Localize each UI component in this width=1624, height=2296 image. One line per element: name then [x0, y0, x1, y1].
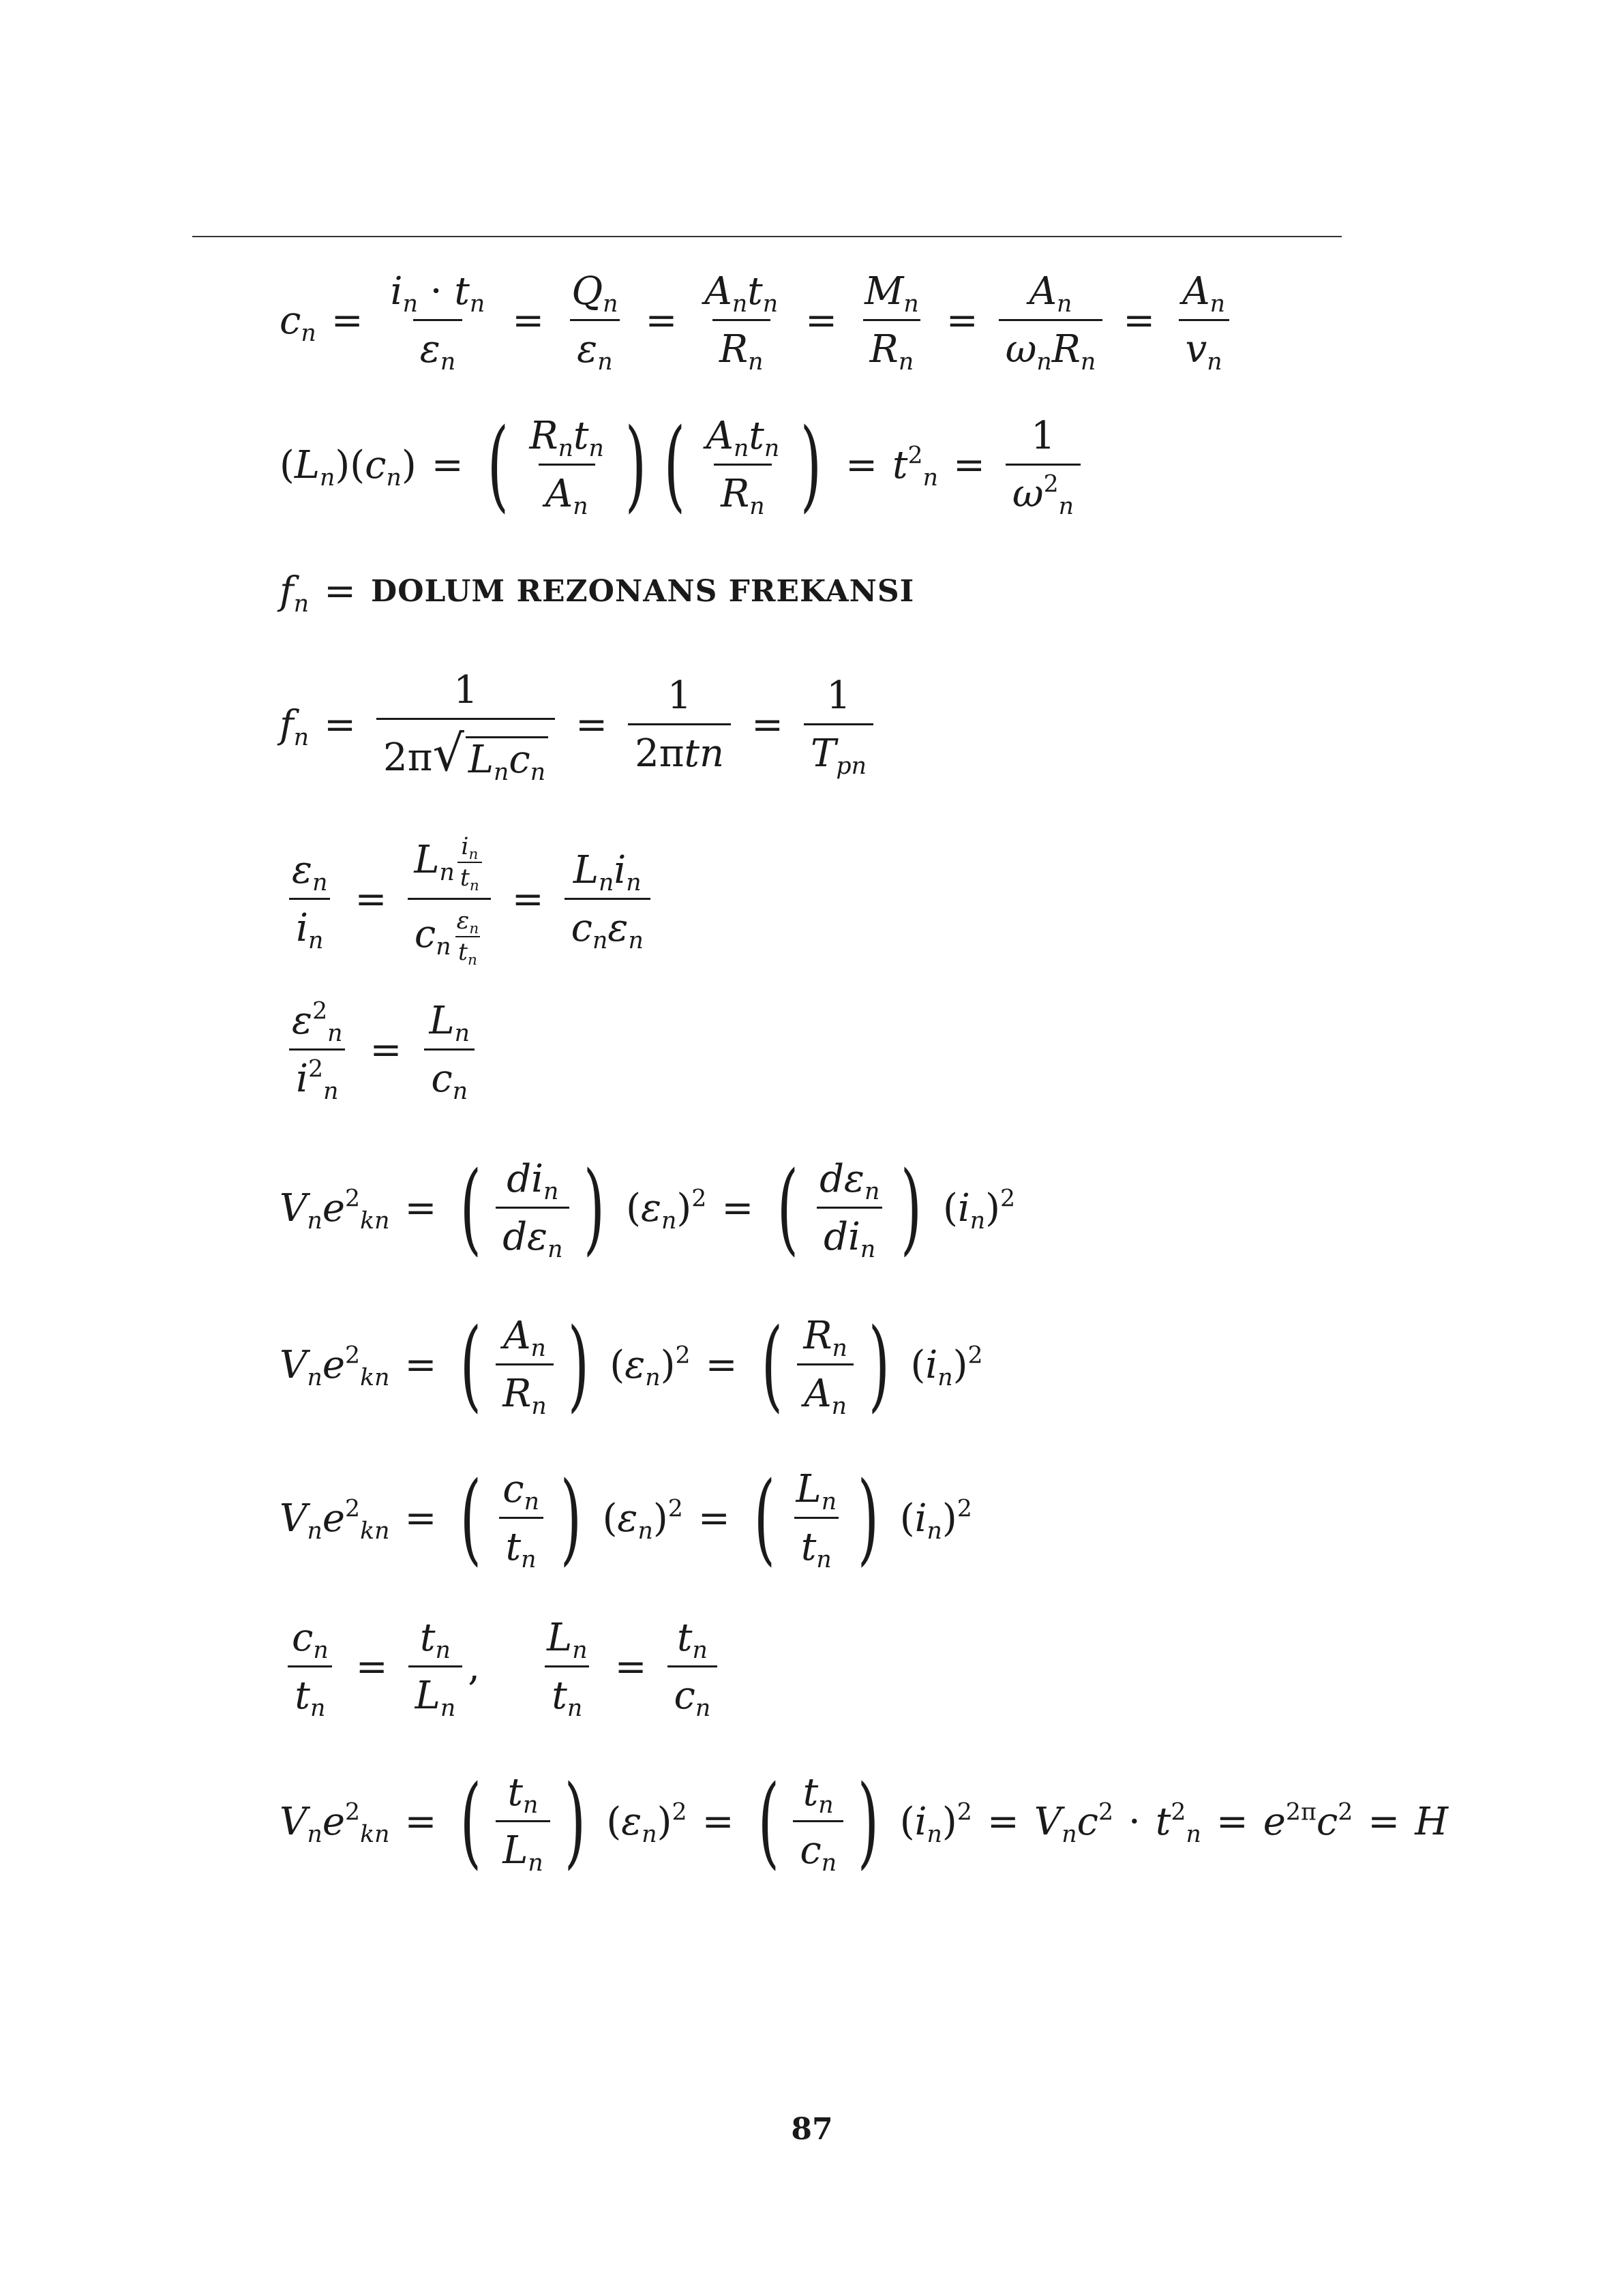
header-rule: [192, 236, 1342, 237]
equation-fn-resonance: $f_n$ = 1 2π √ $L_nc_n$ = $\frac{1}{\text{2πtn}}$ = $\frac{1}{T_{pn}}$: [280, 671, 879, 779]
heading-text: DOLUM REZONANS FREKANSI: [371, 574, 915, 609]
equation-cn-tn-ratios: $\frac{c_n}{t_n}$ = $\frac{t_n}{L_n}$ , $\frac{L_n}{t_n}$ = $\frac{t_n}{c_n}$: [280, 1619, 723, 1715]
equation-cn-definition: $c_n$ = $\frac{i_n \cdot t_n}{\varepsilon_n}$ = $\frac{Q_n}{\varepsilon_n}$ = $\frac{A_nt_n}{R_n}$ = $\frac{M_n}{R_n}$ = $\frac{A_n}{\omega_nR_n}$ = $\frac{A_n}{v_n}$: [280, 273, 1237, 369]
equation-ln-cn-product: ( $L_n$ )( $c_n$ ) = ( $\frac{R_nt_n}{A_n}$ ) ( $\frac{A_nt_n}{R_n}$ ) = $t^2_n$ = $\frac{1}{\omega^2_n}$: [280, 416, 1086, 515]
heading-fn: $f_n$ = DOLUM REZONANS FREKANSI: [280, 569, 915, 618]
equation-eps-over-i: $\frac{\varepsilon_n}{i_n}$ = $L_n$ $\frac{i_n}{t_n}$ $c_n$ $\frac{\varepsilon_n}{t_n}$ = $\frac{L_ni_n}{c_n\varepsilon_n}$: [280, 835, 656, 965]
equation-eps2-over-i2: $\frac{\varepsilon^2_n}{i^2_n}$ = $\frac{L_n}{c_n}$: [280, 1002, 482, 1098]
page-number: 87: [791, 2112, 833, 2147]
equation-vn-final: $V_ne^2_{kn}$ = ( $\frac{t_n}{L_n}$ ) ( $\varepsilon_n$ )$^2$ = ( $\frac{t_n}{c_n}$ ) ( $i_n$ )$^2$ = $V_nc^2$ · $t^2_n$ = $e^{2\pi}c^2$ = H: [280, 1764, 1449, 1879]
equation-vn-a-r: $V_ne^2_{kn}$ = ( $\frac{A_n}{R_n}$ ) ( $\varepsilon_n$ )$^2$ = ( $\frac{R_n}{A_n}$ ) ( $i_n$ )$^2$: [280, 1308, 983, 1423]
equation-vn-c-l: $V_ne^2_{kn}$ = ( $\frac{c_n}{t_n}$ ) ( $\varepsilon_n$ )$^2$ = ( $\frac{L_n}{t_n}$ ) ( $i_n$ )$^2$: [280, 1461, 972, 1576]
equation-vn-differential: $V_ne^2_{kn}$ = ( $\frac{di_n}{d\varepsilon_n}$ ) ( $\varepsilon_n$ )$^2$ = ( $\frac{d\varepsilon_n}{di_n}$ ) ( $i_n$ )$^2$: [280, 1151, 1016, 1266]
